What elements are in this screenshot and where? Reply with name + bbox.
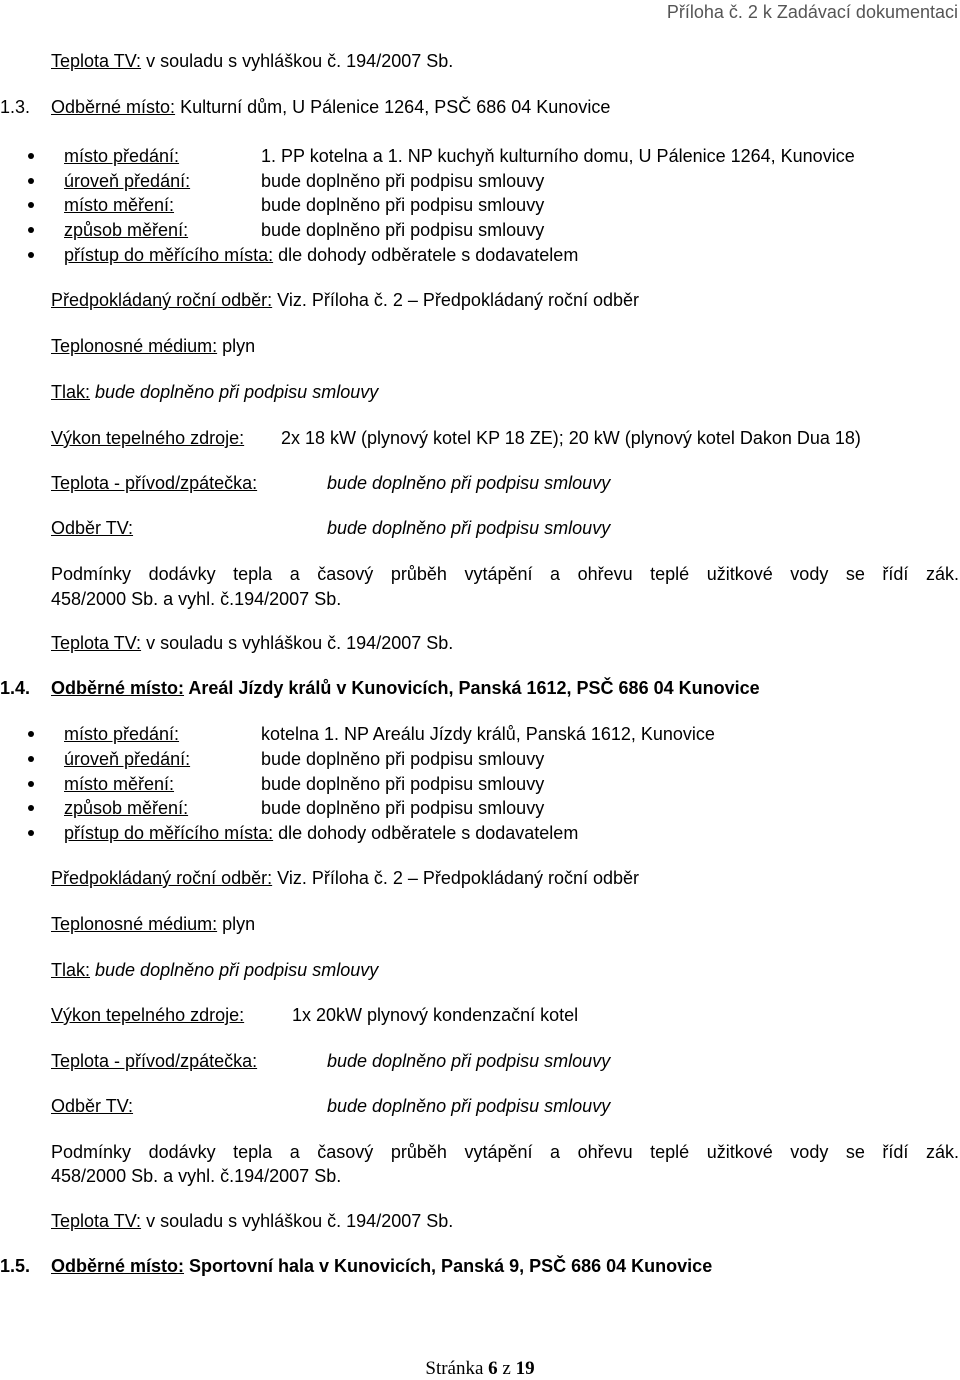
page-header: Příloha č. 2 k Zadávací dokumentaci: [666, 2, 958, 22]
s14-vykon-value: 1x 20kW plynový kondenzační kotel: [292, 1005, 579, 1025]
s13-item-value: 1. PP kotelna a 1. NP kuchyň kulturního domu, U Pálenice 1264, Kunovice: [261, 146, 855, 166]
s14-teplota-tv-line: [51, 1210, 453, 1232]
s14-odber-label: Předpokládaný roční odběr:: [51, 868, 273, 888]
section-1-4-title-value: Areál Jízdy králů v Kunovicích, Panská 1612, PSČ 686 04 Kunovice: [184, 678, 760, 698]
s14-teplota-tv-label: Teplota TV:: [51, 1211, 142, 1231]
bullet-icon: [28, 178, 34, 184]
s13-teplota-tv-value: v souladu s vyhláškou č. 194/2007 Sb.: [141, 633, 454, 653]
section-1-4-title-label: Odběrné místo:: [51, 678, 185, 698]
section-1-5-heading: [51, 1255, 712, 1277]
s13-item-label: místo předání:: [64, 146, 180, 166]
s14-item-value: bude doplněno při podpisu smlouvy: [261, 798, 545, 818]
s14-odber-tv-value: bude doplněno při podpisu smlouvy: [327, 1096, 611, 1116]
s13-teplota-tv-label: Teplota TV:: [51, 633, 142, 653]
s14-teplota-pz-value: bude doplněno při podpisu smlouvy: [327, 1051, 611, 1071]
s14-vykon-label: Výkon tepelného zdroje:: [51, 1005, 245, 1025]
bullet-icon: [28, 202, 34, 208]
s13-medium-line: [51, 335, 255, 357]
s13-medium-value: plyn: [217, 336, 256, 356]
footer-page-number: 6: [488, 1358, 498, 1379]
s13-podminky-line2: 458/2000 Sb. a vyhl. č.194/2007 Sb.: [51, 589, 342, 609]
section-1-3-heading: [51, 96, 610, 118]
s14-item-value: kotelna 1. NP Areálu Jízdy králů, Panská 1612, Kunovice: [261, 724, 715, 744]
s13-teplota-tv-line: [51, 632, 453, 654]
bullet-icon: [28, 227, 34, 233]
s13-tlak-label: Tlak:: [51, 382, 91, 402]
s13-item-label: přístup do měřícího místa:: [64, 245, 274, 265]
footer-total-pages: 19: [515, 1358, 535, 1379]
s14-tlak-value: bude doplněno při podpisu smlouvy: [90, 960, 379, 980]
s14-odber-value: Viz. Příloha č. 2 – Předpokládaný roční odběr: [272, 868, 640, 888]
section-1-5-number: 1.5.: [0, 1256, 31, 1276]
s13-item-value: bude doplněno při podpisu smlouvy: [261, 220, 545, 240]
section-1-3-title-label: Odběrné místo:: [51, 97, 176, 117]
s14-item-label: místo předání:: [64, 724, 180, 744]
s13-teplota-pz-label: Teplota - přívod/zpátečka:: [51, 473, 258, 493]
s14-item-label: způsob měření:: [64, 798, 189, 818]
footer-prefix: Stránka: [425, 1358, 489, 1379]
s14-item-label: přístup do měřícího místa:: [64, 823, 274, 843]
s13-access-line: [64, 244, 578, 266]
s14-medium-label: Teplonosné médium:: [51, 914, 218, 934]
s13-item-label: úroveň předání:: [64, 171, 191, 191]
bullet-icon: [28, 805, 34, 811]
s14-access-line: [64, 822, 578, 844]
s13-tlak-value: bude doplněno při podpisu smlouvy: [90, 382, 379, 402]
s13-item-label: způsob měření:: [64, 220, 189, 240]
s13-odber-line: [51, 289, 639, 311]
s13-podminky-line1: Podmínky dodávky tepla a časový průběh vytápění a ohřevu teplé užitkové vody se řídí zák.: [51, 564, 959, 584]
prev-teplota-tv-label: Teplota TV:: [51, 51, 142, 71]
s13-item-value: dle dohody odběratele s dodavatelem: [273, 245, 579, 265]
s13-item-label: místo měření:: [64, 195, 175, 215]
s13-vykon-label: Výkon tepelného zdroje:: [51, 428, 245, 448]
s14-teplota-tv-value: v souladu s vyhláškou č. 194/2007 Sb.: [141, 1211, 454, 1231]
section-1-3-title-value: Kulturní dům, U Pálenice 1264, PSČ 686 04 Kunovice: [175, 97, 611, 117]
s13-medium-label: Teplonosné médium:: [51, 336, 218, 356]
s14-odber-tv-label: Odběr TV:: [51, 1096, 134, 1116]
bullet-icon: [28, 830, 34, 836]
s14-item-value: bude doplněno při podpisu smlouvy: [261, 774, 545, 794]
s13-teplota-pz-value: bude doplněno při podpisu smlouvy: [327, 473, 611, 493]
prev-teplota-tv-line: [51, 50, 453, 72]
s14-item-value: dle dohody odběratele s dodavatelem: [273, 823, 579, 843]
bullet-icon: [28, 756, 34, 762]
s14-teplota-pz-label: Teplota - přívod/zpátečka:: [51, 1051, 258, 1071]
section-1-5-title-label: Odběrné místo:: [51, 1256, 185, 1276]
bullet-icon: [28, 252, 34, 258]
s14-tlak-line: [51, 959, 378, 981]
s13-vykon-value: 2x 18 kW (plynový kotel KP 18 ZE); 20 kW (plynový kotel Dakon Dua 18): [281, 428, 861, 448]
s13-tlak-line: [51, 381, 378, 403]
s14-podminky-line2: 458/2000 Sb. a vyhl. č.194/2007 Sb.: [51, 1166, 342, 1186]
s14-odber-line: [51, 867, 639, 889]
s14-item-value: bude doplněno při podpisu smlouvy: [261, 749, 545, 769]
footer-mid: z: [497, 1358, 516, 1379]
bullet-icon: [28, 781, 34, 787]
s13-odber-tv-label: Odběr TV:: [51, 518, 134, 538]
s14-item-label: úroveň předání:: [64, 749, 191, 769]
s14-medium-line: [51, 913, 255, 935]
s13-item-value: bude doplněno při podpisu smlouvy: [261, 171, 545, 191]
s14-item-label: místo měření:: [64, 774, 175, 794]
section-1-4-heading: [51, 677, 760, 699]
s13-item-value: bude doplněno při podpisu smlouvy: [261, 195, 545, 215]
s14-tlak-label: Tlak:: [51, 960, 91, 980]
section-1-3-number: 1.3.: [0, 97, 31, 117]
bullet-icon: [28, 153, 34, 159]
s14-medium-value: plyn: [217, 914, 256, 934]
s14-podminky-line1: Podmínky dodávky tepla a časový průběh vytápění a ohřevu teplé užitkové vody se řídí zák.: [51, 1142, 959, 1162]
bullet-icon: [28, 731, 34, 737]
prev-teplota-tv-value: v souladu s vyhláškou č. 194/2007 Sb.: [141, 51, 454, 71]
page-footer: [0, 1358, 960, 1380]
section-1-4-number: 1.4.: [0, 678, 31, 698]
s13-odber-tv-value: bude doplněno při podpisu smlouvy: [327, 518, 611, 538]
section-1-5-title-value: Sportovní hala v Kunovicích, Panská 9, PSČ 686 04 Kunovice: [184, 1256, 713, 1276]
s13-odber-value: Viz. Příloha č. 2 – Předpokládaný roční odběr: [272, 290, 640, 310]
s13-odber-label: Předpokládaný roční odběr:: [51, 290, 273, 310]
